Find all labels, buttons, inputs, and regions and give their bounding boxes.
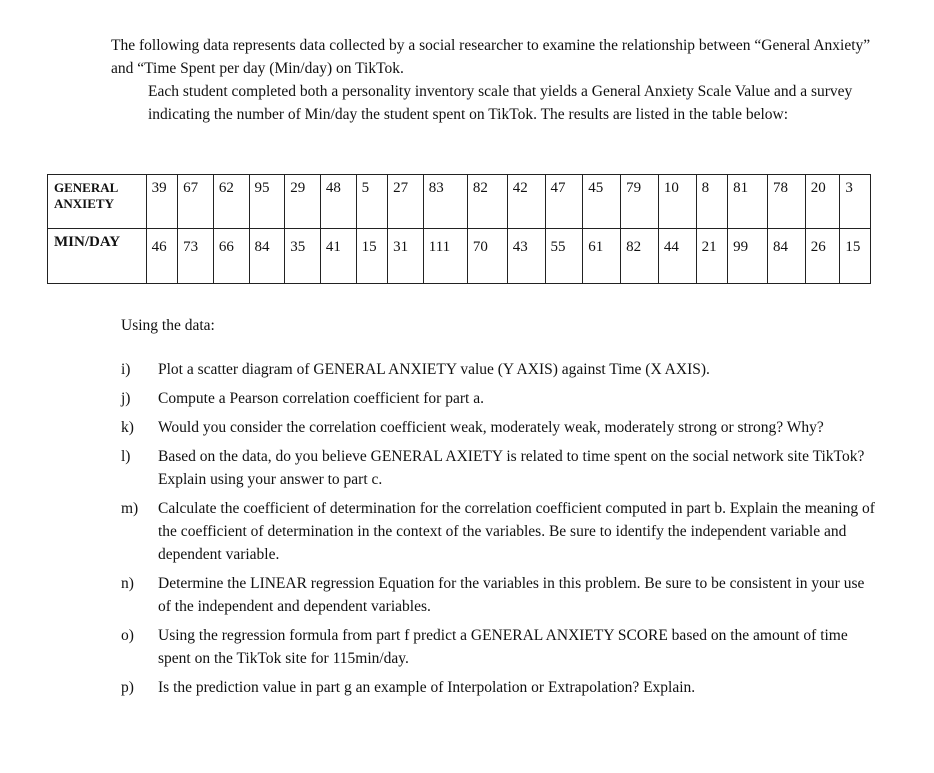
table-cell: 10 — [658, 175, 696, 229]
question-marker: p) — [121, 679, 134, 696]
intro-line-1: The following data represents data collected by a social researcher to examine the relationship between “General Anxiety” and “Time Spent per day (Min/day) on TikTok. — [111, 37, 871, 77]
table-cell: 39 — [146, 175, 177, 229]
table-cell: 3 — [840, 175, 871, 229]
question-item — [121, 387, 881, 410]
table-cell: 95 — [249, 175, 285, 229]
question-text: Determine the LINEAR regression Equation for the variables in this problem. Be sure to be consistent in your use of the independent and dependent variables. — [158, 575, 865, 615]
question-item — [121, 572, 881, 618]
intro-line-2: Each student completed both a personality inventory scale that yields a General Anxiety Scale Value and a survey indicating the number of Min/day the student spent on TikTok. The results are listed in the table below: — [148, 83, 853, 123]
table-cell: 82 — [621, 229, 659, 284]
question-marker: k) — [121, 419, 134, 436]
table-cell: 70 — [467, 229, 507, 284]
question-marker: l) — [121, 448, 131, 465]
row-label-minday: MIN/DAY — [48, 229, 147, 284]
table-cell: 61 — [583, 229, 621, 284]
table-cell: 79 — [621, 175, 659, 229]
table-cell: 47 — [545, 175, 583, 229]
table-cell: 8 — [696, 175, 727, 229]
using-the-data-heading: Using the data: — [121, 317, 215, 334]
table-cell: 62 — [213, 175, 249, 229]
table-cell: 48 — [320, 175, 356, 229]
table-row-anxiety — [48, 175, 871, 229]
question-marker: j) — [121, 390, 131, 407]
table-cell: 35 — [285, 229, 321, 284]
table-cell: 111 — [423, 229, 467, 284]
question-text: Using the regression formula from part f predict a GENERAL ANXIETY SCORE based on the amount of time spent on the TikTok site for 115min/day. — [158, 627, 848, 667]
table-cell: 42 — [507, 175, 545, 229]
question-text: Is the prediction value in part g an example of Interpolation or Extrapolation? Explain. — [158, 679, 696, 696]
table-cell: 67 — [178, 175, 214, 229]
table-cell: 29 — [285, 175, 321, 229]
table-cell: 46 — [146, 229, 177, 284]
data-table — [47, 174, 871, 284]
intro-paragraph — [111, 34, 881, 126]
table-cell: 84 — [767, 229, 805, 284]
table-cell: 84 — [249, 229, 285, 284]
table-cell: 21 — [696, 229, 727, 284]
table-cell: 15 — [356, 229, 387, 284]
row-label-anxiety: GENERAL ANXIETY — [48, 175, 147, 229]
question-item — [121, 624, 881, 670]
table-cell: 27 — [388, 175, 424, 229]
question-marker: i) — [121, 361, 131, 378]
table-cell: 26 — [805, 229, 840, 284]
question-item — [121, 416, 881, 439]
table-cell: 55 — [545, 229, 583, 284]
question-item — [121, 497, 881, 566]
question-item — [121, 445, 881, 491]
table-cell: 78 — [767, 175, 805, 229]
question-item — [121, 358, 881, 381]
table-cell: 73 — [178, 229, 214, 284]
question-list — [121, 358, 881, 705]
table-cell: 82 — [467, 175, 507, 229]
table-cell: 99 — [728, 229, 768, 284]
question-item — [121, 676, 881, 699]
table-cell: 41 — [320, 229, 356, 284]
question-marker: m) — [121, 500, 139, 517]
table-row-minday — [48, 229, 871, 284]
table-cell: 5 — [356, 175, 387, 229]
table-cell: 81 — [728, 175, 768, 229]
table-cell: 83 — [423, 175, 467, 229]
table-cell: 15 — [840, 229, 871, 284]
question-marker: o) — [121, 627, 134, 644]
table-cell: 20 — [805, 175, 840, 229]
question-text: Based on the data, do you believe GENERAL AXIETY is related to time spent on the social network site TikTok? Explain using your answer to part c. — [158, 448, 865, 488]
table-cell: 31 — [388, 229, 424, 284]
question-text: Calculate the coefficient of determination for the correlation coefficient computed in part b. Explain the meaning of the coefficient of determination in the context of the variables. Be sure to identify the independent variable and dependent variable. — [158, 500, 875, 563]
question-text: Plot a scatter diagram of GENERAL ANXIETY value (Y AXIS) against Time (X AXIS). — [158, 361, 710, 378]
question-text: Would you consider the correlation coefficient weak, moderately weak, moderately strong or strong? Why? — [158, 419, 824, 436]
table-cell: 45 — [583, 175, 621, 229]
table-cell: 43 — [507, 229, 545, 284]
table-cell: 44 — [658, 229, 696, 284]
question-text: Compute a Pearson correlation coefficient for part a. — [158, 390, 484, 407]
table-cell: 66 — [213, 229, 249, 284]
question-marker: n) — [121, 575, 134, 592]
